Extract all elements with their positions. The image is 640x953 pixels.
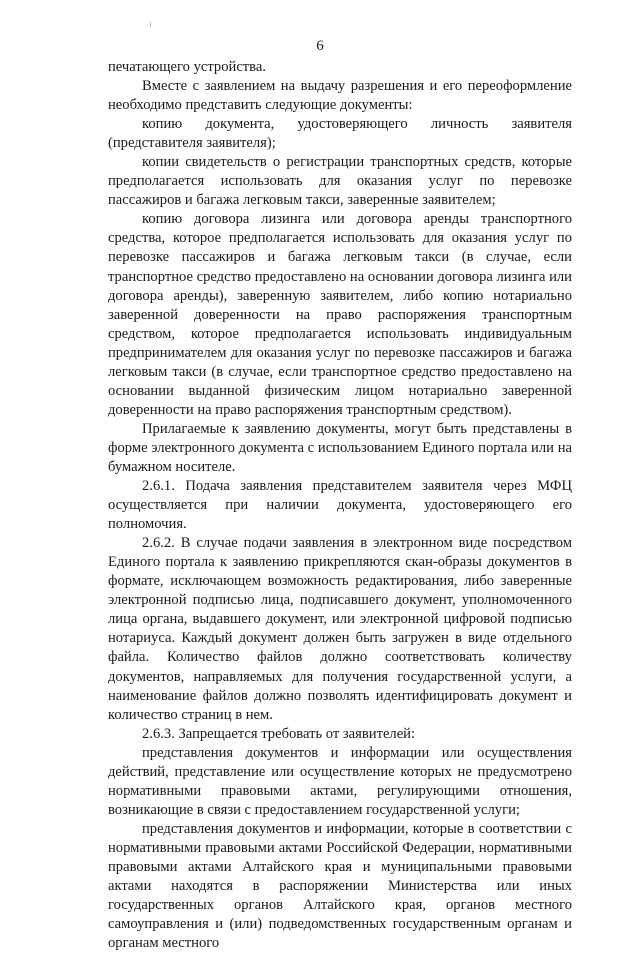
scan-artifact [150,22,151,27]
paragraph: печатающего устройства. [108,59,266,75]
paragraph: копию договора лизинга или договора аренды транспортного средства, которое предполагается использовать для оказания услуг по перевозке пассажиров и багажа легковым такси (в случае, если транспортное средство предоставлено на основании договора лизинга или договора аренды), заверенную заявителем, либо копию нотариально заверенной доверенности на право распоряжения транспортным средством, которое предполагается использовать индивидуальным предпринимателем для оказания услуг по перевозке пассажиров и багажа легковым такси (в случае, если транспортное средство предоставлено на основании выданной физическим лицом нотариально заверенной доверенности на право распоряжения транспортным средством). [108,211,572,418]
paragraph: Вместе с заявлением на выдачу разрешения и его переоформление необходимо представить следующие документы: [108,78,572,114]
paragraph: представления документов и информации, которые в соответствии с нормативными правовыми актами Российской Федерации, нормативными правовыми актами Алтайского края и муниципальными правовыми актами находятся в распоряжении Министерства или иных государственных органов Алтайского края, органов местного самоуправления и (или) подведомственных государственным органам и органам местного [108,820,572,952]
paragraph: 2.6.2. В случае подачи заявления в электронном виде посредством Единого портала к заявлению прикрепляются скан-образы документов в формате, исключающем возможность редактирования, либо заверенные электронной подписью лица, подписавшего документ, уполномоченного лица органа, выдавшего документ, или электронной цифровой подписью нотариуса. Каждый документ должен быть загружен в виде отдельного файла. Количество файлов должно соответствовать количеству документов, направляемых для получения государственной услуги, а наименование файлов должно позволять идентифицировать документ и количество страниц в нем. [108,535,572,723]
paragraph: Прилагаемые к заявлению документы, могут быть представлены в форме электронного документа с использованием Единого портала или на бумажном носителе. [108,420,572,475]
page-number: 6 [316,38,324,54]
paragraph: копию документа, удостоверяющего личность заявителя (представителя заявителя); [108,116,572,152]
paragraph: представления документов и информации или осуществления действий, представление или осуществление которых не предусмотрено нормативными правовыми актами, регулирующими отношения, возникающие в связи с предоставлением государственной услуги; [108,744,572,818]
paragraph: 2.6.3. Запрещается требовать от заявителей: [142,725,416,742]
document-body [108,58,572,953]
paragraph: 2.6.1. Подача заявления представителем заявителя через МФЦ осуществляется при наличии документа, удостоверяющего его полномочия. [108,478,572,533]
paragraph: копии свидетельств о регистрации транспортных средств, которые предполагается использовать для оказания услуг по перевозке пассажиров и багажа легковым такси, заверенные заявителем; [108,154,572,209]
